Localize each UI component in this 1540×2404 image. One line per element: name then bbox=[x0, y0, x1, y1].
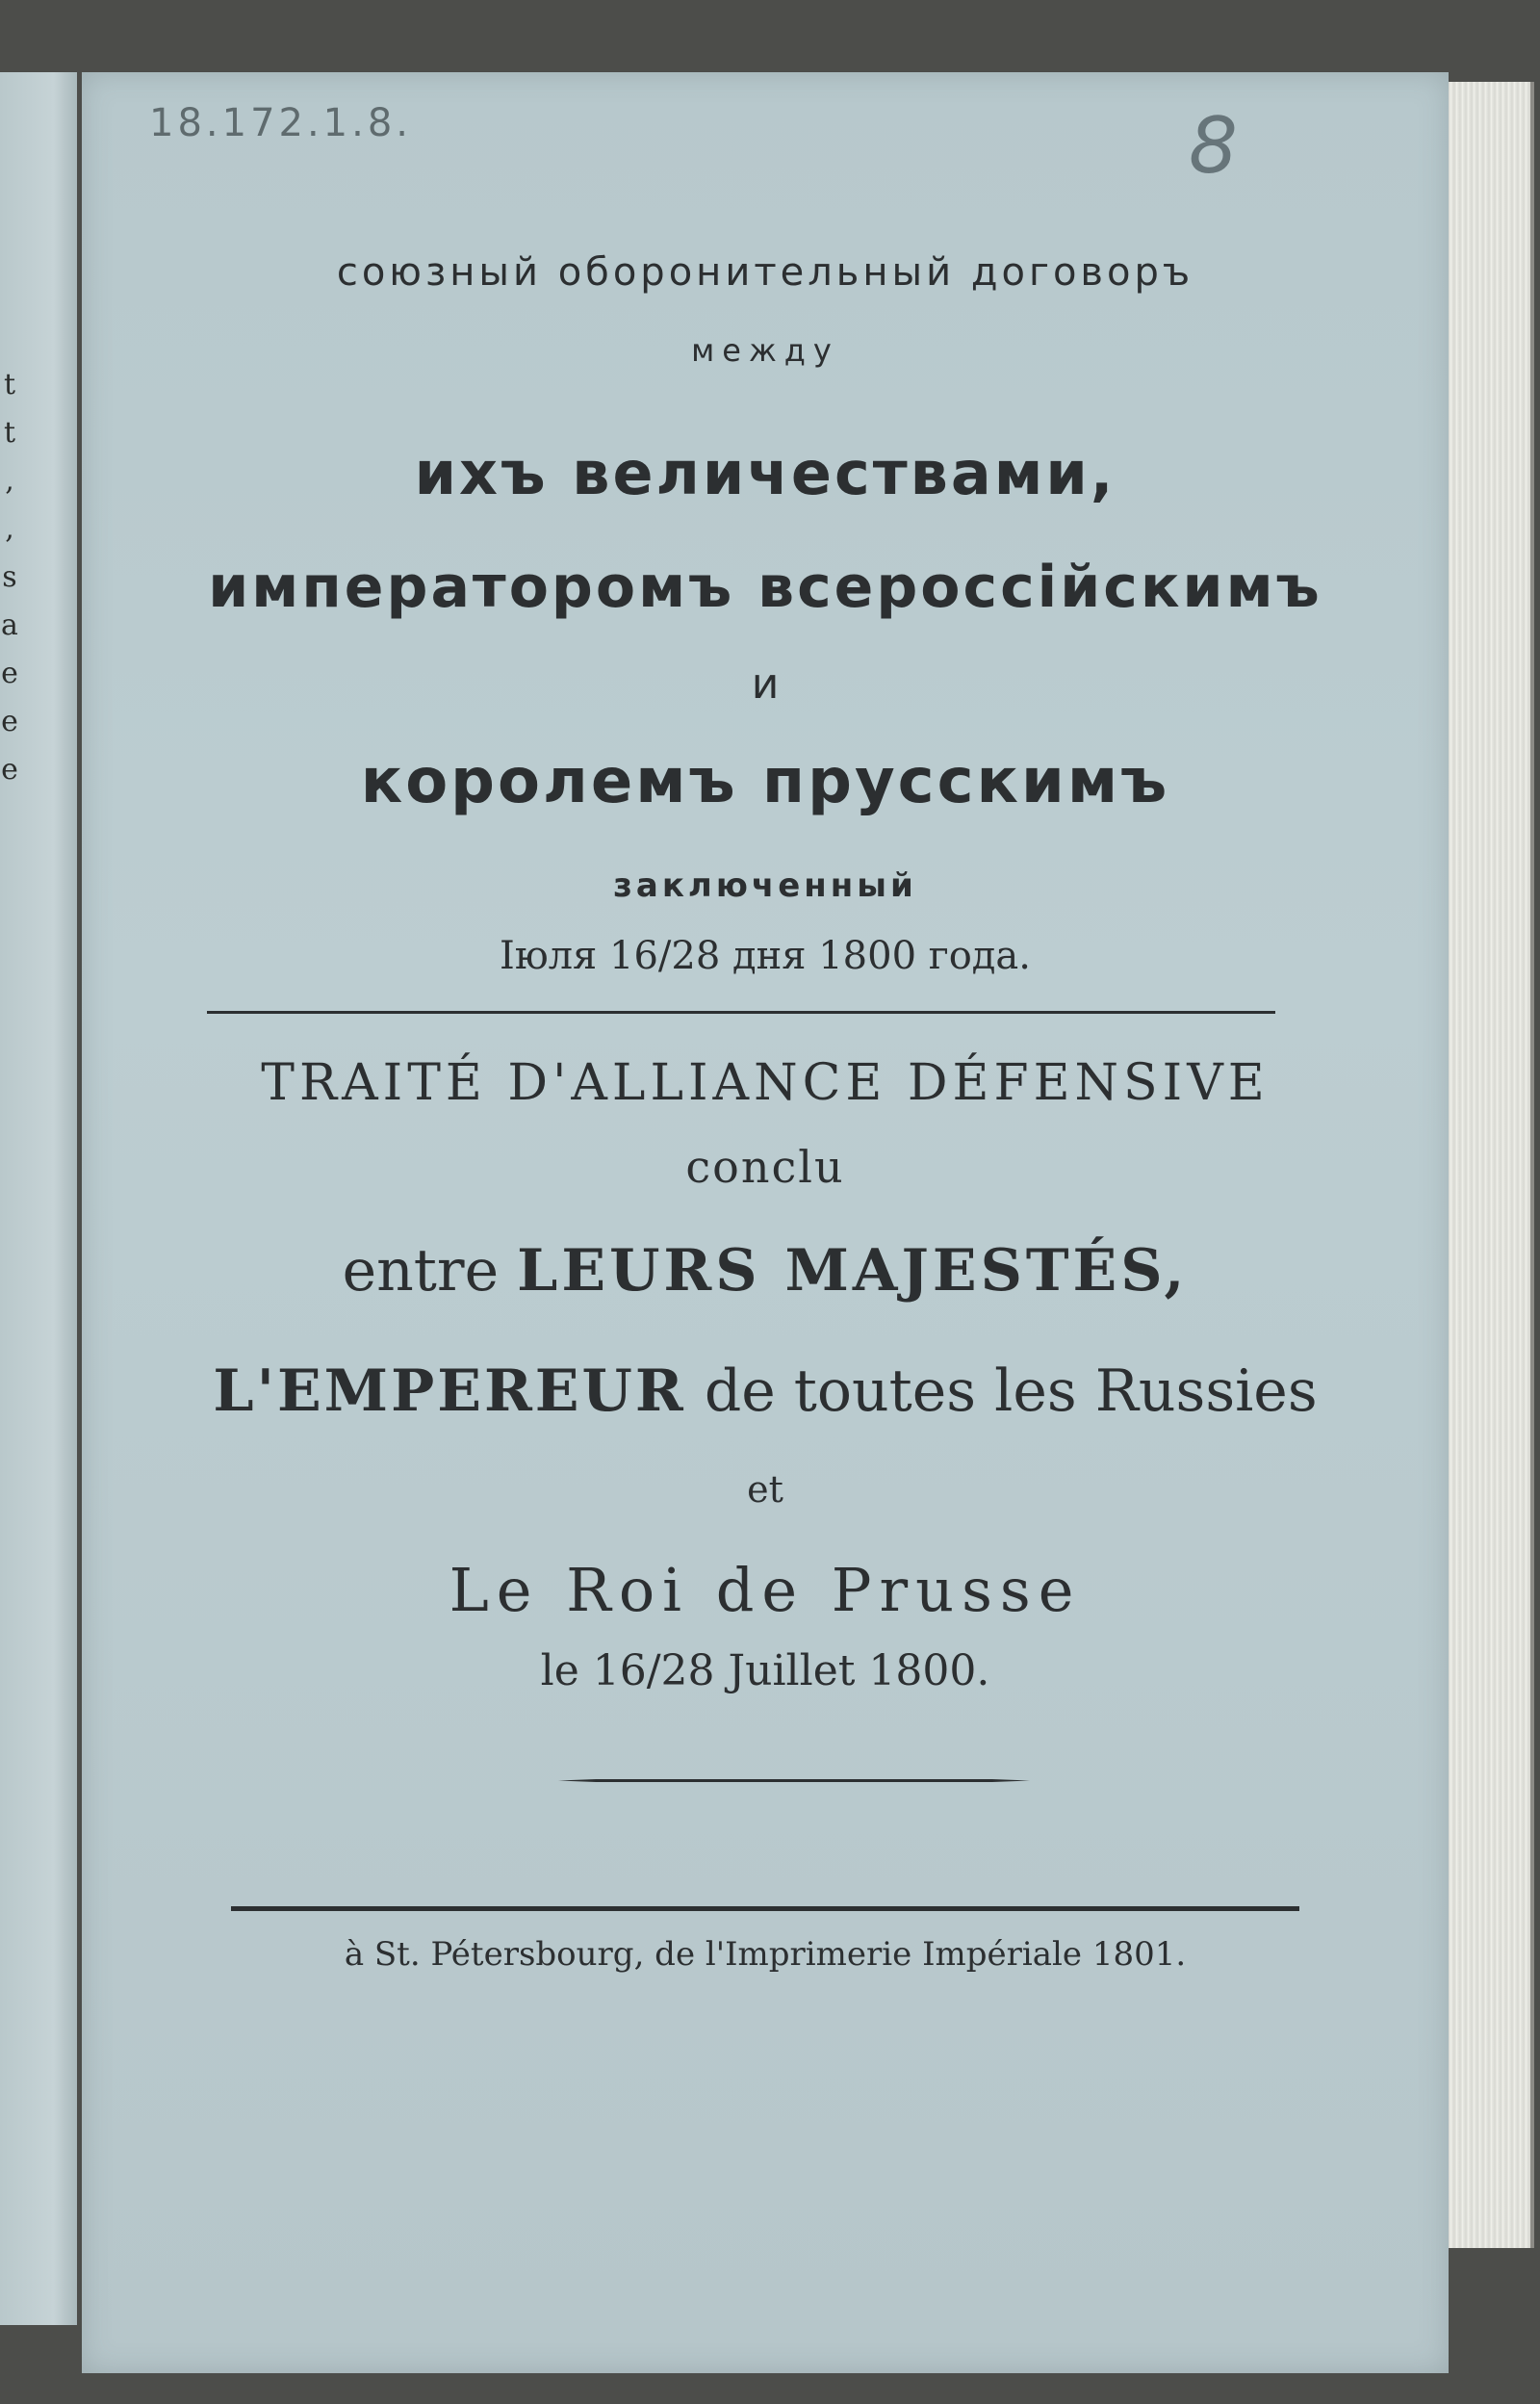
russian-between: между bbox=[691, 332, 839, 369]
french-entre: entre bbox=[342, 1237, 500, 1305]
facing-page-text-fragments: t t , , s a e e e bbox=[1, 368, 18, 787]
shelfmark-annotation: 18.172.1.8. bbox=[149, 101, 413, 145]
french-majesties: LEURS MAJESTÉS, bbox=[517, 1237, 1189, 1305]
russian-and: и bbox=[751, 659, 780, 709]
russian-emperor: императоромъ всероссійскимъ bbox=[208, 554, 1322, 621]
french-title-line: TRAITÉ D'ALLIANCE DÉFENSIVE bbox=[261, 1054, 1270, 1112]
french-emperor: L'EMPEREUR bbox=[213, 1357, 686, 1425]
french-date: le 16/28 Juillet 1800. bbox=[540, 1646, 990, 1695]
ornamental-rule bbox=[558, 1779, 1030, 1782]
french-russias: de toutes les Russies bbox=[704, 1357, 1318, 1425]
french-and: et bbox=[747, 1468, 783, 1511]
title-page bbox=[82, 72, 1449, 2373]
russian-king: королемъ прусскимъ bbox=[360, 746, 1170, 817]
russian-title-line: союзный оборонительный договоръ bbox=[336, 250, 1194, 295]
divider-rule bbox=[207, 1011, 1275, 1014]
french-emperor-line bbox=[82, 1357, 1449, 1425]
facing-page-edge bbox=[0, 72, 77, 2325]
russian-majesties: ихъ величествами, bbox=[414, 438, 1116, 508]
russian-concluded: заключенный bbox=[613, 866, 917, 905]
folio-number: 8 bbox=[1189, 101, 1238, 191]
french-concluded: conclu bbox=[685, 1141, 845, 1193]
french-majesties-line bbox=[82, 1237, 1449, 1305]
russian-date: Іюля 16/28 дня 1800 года. bbox=[500, 934, 1031, 978]
book-page-edges bbox=[1434, 82, 1534, 2248]
imprint-rule bbox=[231, 1906, 1299, 1911]
french-king: Le Roi de Prusse bbox=[449, 1555, 1082, 1625]
imprint-line: à St. Pétersbourg, de l'Imprimerie Impériale 1801. bbox=[344, 1935, 1187, 1974]
